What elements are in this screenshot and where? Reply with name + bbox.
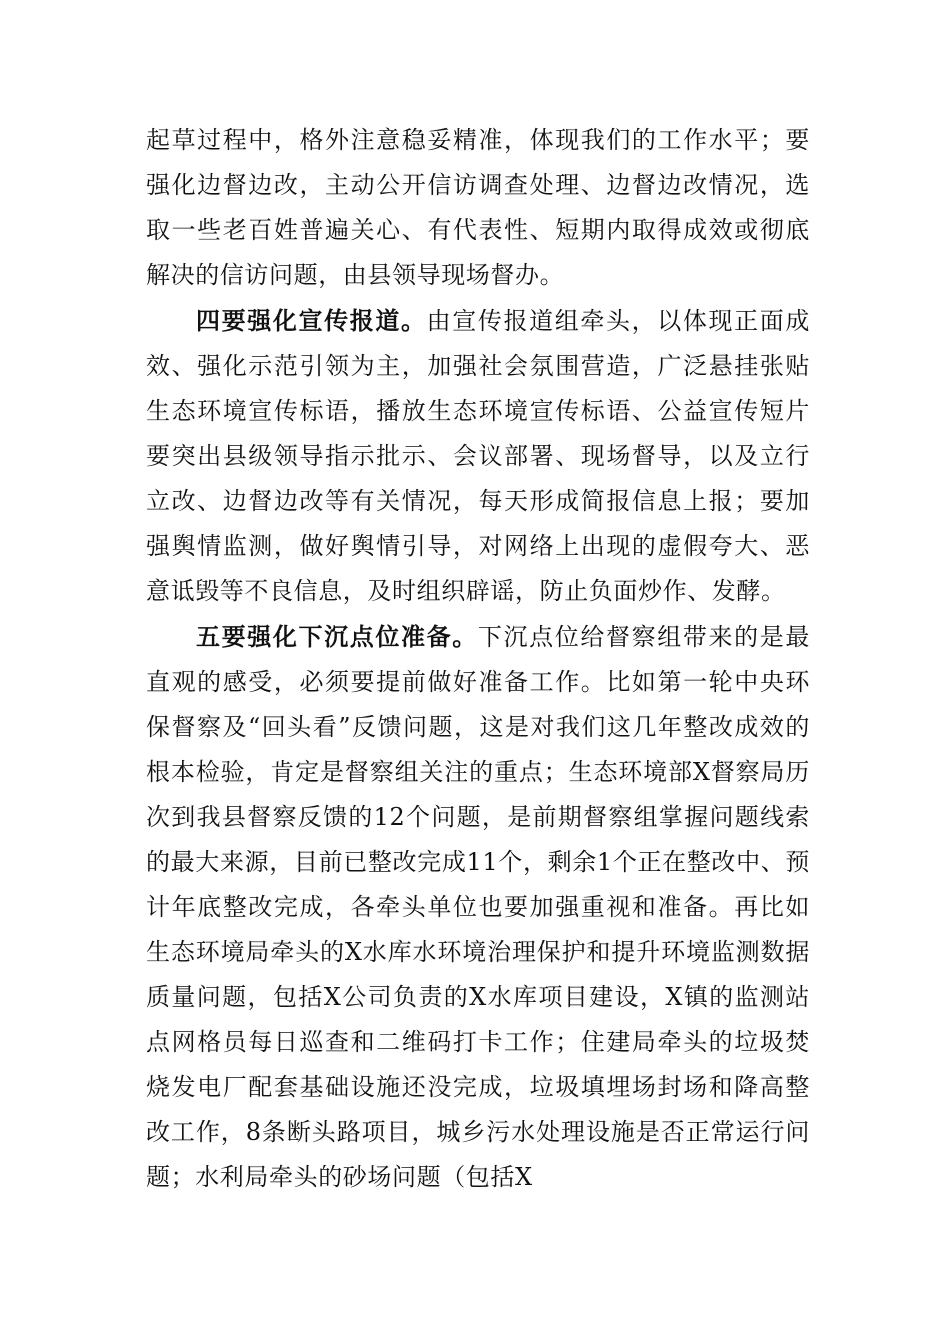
paragraph-body: 起草过程中，格外注意稳妥精准，体现我们的工作水平；要强化边督边改，主动公开信访调查处理、边督边改情况，选取一些老百姓普遍关心、有代表性、短期内取得成效或彻底解决的信访问题，由县领导现场督办。 — [146, 126, 810, 289]
paragraph-heading: 四要强化宣传报道。 — [196, 306, 427, 335]
paragraph-body: 下沉点位给督察组带来的是最直观的感受，必须要提前做好准备工作。比如第一轮中央环保督察及“回头看”反馈问题，这是对我们这几年整改成效的根本检验，肯定是督察组关注的重点；生态环境部X督察局历次到我县督察反馈的12个问题，是前期督察组掌握问题线索的最大来源，目前已整改完成11个，剩余1个正在整改中、预计年底整改完成，各牵头单位也要加强重视和准备。再比如生态环境局牵头的X水库水环境治理保护和提升环境监测数据质量问题，包括X公司负责的X水库项目建设，X镇的监测站点网格员每日巡查和二维码打卡工作；住建局牵头的垃圾焚烧发电厂配套基础设施还没完成，垃圾填埋场封场和降高整改工作，8条断头路项目，城乡污水处理设施是否正常运行问题；水利局牵头的砂场问题（包括X — [146, 623, 810, 1191]
paragraph-body: 由宣传报道组牵头，以体现正面成效、强化示范引领为主，加强社会氛围营造，广泛悬挂张贴生态环境宣传标语，播放生态环境宣传标语、公益宣传短片要突出县级领导指示批示、会议部署、现场督导，以及立行立改、边督边改等有关情况，每天形成简报信息上报；要加强舆情监测，做好舆情引导，对网络上出现的虚假夸大、恶意诋毁等不良信息，及时组织辟谣，防止负面炒作、发酵。 — [146, 307, 811, 605]
document-body — [146, 118, 810, 1200]
paragraph-heading: 五要强化下沉点位准备。 — [196, 622, 478, 651]
paragraph-publicity — [146, 298, 810, 614]
paragraph-continuation — [146, 118, 810, 298]
paragraph-site-preparation — [146, 614, 810, 1200]
